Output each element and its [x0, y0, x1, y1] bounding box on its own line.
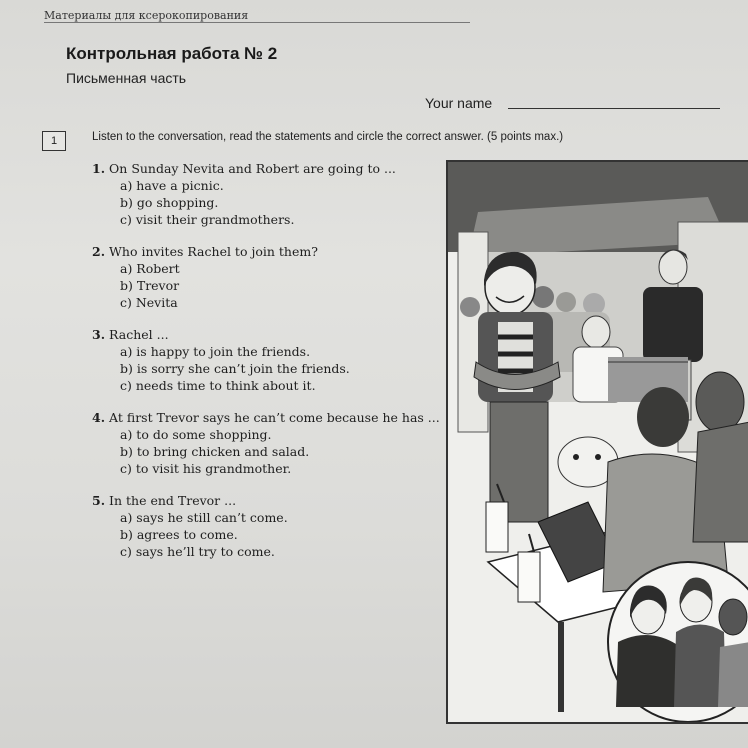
question-4 — [92, 409, 452, 477]
task-instruction: Listen to the conversation, read the statements and circle the correct answer. (5 points max.) — [92, 131, 564, 143]
question-number: 4. — [92, 410, 106, 425]
question-2 — [92, 243, 452, 311]
answer-option[interactable]: c) Nevita — [120, 295, 178, 310]
man-dark-shirt — [643, 287, 703, 362]
question-stem: Who invites Rachel to join them? — [109, 244, 318, 259]
question-number: 1. — [92, 161, 106, 176]
cup — [486, 502, 508, 552]
answer-option[interactable]: c) says he’ll try to come. — [120, 544, 275, 559]
page-subtitle: Письменная часть — [66, 70, 187, 86]
question-stem: On Sunday Nevita and Robert are going to ... — [109, 161, 396, 176]
answer-option[interactable]: c) visit their grandmothers. — [120, 212, 295, 227]
question-stem: In the end Trevor ... — [109, 493, 237, 508]
question-stem: Rachel ... — [109, 327, 169, 342]
cafe-scene-drawing — [448, 162, 748, 722]
question-1 — [92, 160, 452, 228]
answer-option[interactable]: b) is sorry she can’t join the friends. — [120, 361, 350, 376]
page-title: Контрольная работа № 2 — [66, 44, 278, 63]
question-number: 2. — [92, 244, 106, 259]
answer-option[interactable]: a) is happy to join the friends. — [120, 344, 311, 359]
answer-option[interactable]: a) says he still can’t come. — [120, 510, 288, 525]
answer-option[interactable]: c) to visit his grandmother. — [120, 461, 292, 476]
answer-option[interactable]: a) to do some shopping. — [120, 427, 272, 442]
answer-option[interactable]: b) Trevor — [120, 278, 180, 293]
answer-option[interactable]: b) go shopping. — [120, 195, 219, 210]
question-3 — [92, 326, 452, 394]
question-5 — [92, 492, 452, 560]
task-number-box: 1 — [42, 131, 66, 151]
header-divider — [44, 22, 470, 23]
answer-option[interactable]: a) Robert — [120, 261, 180, 276]
answer-option[interactable]: c) needs time to think about it. — [120, 378, 316, 393]
name-label: Your name — [425, 95, 493, 111]
answer-option[interactable]: b) agrees to come. — [120, 527, 238, 542]
seated-man-head — [637, 387, 689, 447]
answer-option[interactable]: b) to bring chicken and salad. — [120, 444, 310, 459]
name-input-line[interactable] — [508, 108, 720, 109]
header-note: Материалы для ксерокопирования — [44, 9, 249, 22]
answer-option[interactable]: a) have a picnic. — [120, 178, 224, 193]
cup — [518, 552, 540, 602]
question-number: 5. — [92, 493, 106, 508]
cafe-scene-illustration — [446, 160, 748, 724]
question-list — [92, 160, 452, 575]
question-stem: At first Trevor says he can’t come because he has ... — [109, 410, 440, 425]
question-number: 3. — [92, 327, 106, 342]
